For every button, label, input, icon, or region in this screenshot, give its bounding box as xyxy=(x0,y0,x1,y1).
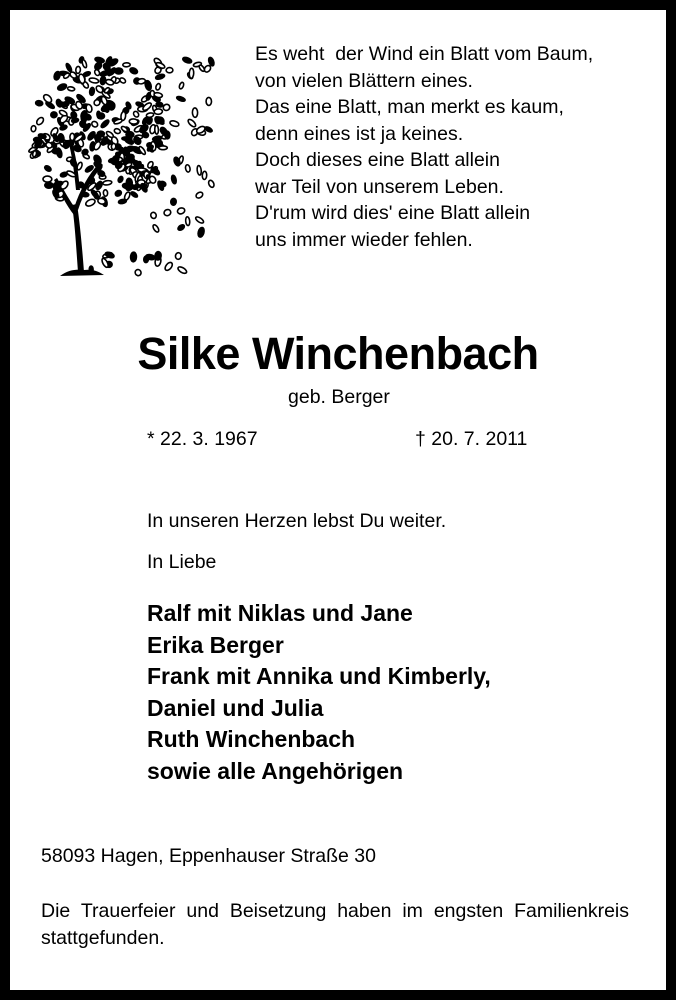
poem xyxy=(255,41,593,253)
poem-line: D'rum wird dies' eine Blatt allein xyxy=(255,202,531,224)
mourners-list xyxy=(147,598,491,787)
obituary-card xyxy=(10,10,666,990)
deceased-name: Silke Winchenbach xyxy=(137,328,539,379)
poem-line: Doch dieses eine Blatt allein xyxy=(255,149,500,171)
poem-line: war Teil von unserem Leben. xyxy=(255,175,504,198)
mourner: Daniel und Julia xyxy=(147,694,324,721)
address: 58093 Hagen, Eppenhauser Straße 30 xyxy=(41,845,376,867)
poem-line: denn eines ist ja keines. xyxy=(255,122,464,145)
mourner: Frank mit Annika und Kimberly, xyxy=(147,663,491,689)
poem-line: Es weht der Wind ein Blatt vom Baum, xyxy=(255,43,594,65)
tree-with-falling-leaves-icon xyxy=(20,40,220,280)
poem-line: uns immer wieder fehlen. xyxy=(255,228,473,251)
mourner: Erika Berger xyxy=(147,631,284,658)
death-date: † 20. 7. 2011 xyxy=(415,428,528,450)
funeral-note: Die Trauerfeier und Beisetzung haben im engsten Familienkreis stattgefunden. xyxy=(41,900,629,949)
poem-line: Das eine Blatt, man merkt es kaum, xyxy=(255,96,564,118)
birth-name: geb. Berger xyxy=(288,386,390,408)
poem-line: von vielen Blättern eines. xyxy=(255,69,473,92)
mourner: Ruth Winchenbach xyxy=(147,726,356,752)
birth-date: * 22. 3. 1967 xyxy=(147,428,258,450)
mourner: sowie alle Angehörigen xyxy=(147,757,404,784)
closing: In Liebe xyxy=(147,551,217,573)
motto: In unseren Herzen lebst Du weiter. xyxy=(147,510,447,532)
mourner: Ralf mit Niklas und Jane xyxy=(147,600,413,626)
